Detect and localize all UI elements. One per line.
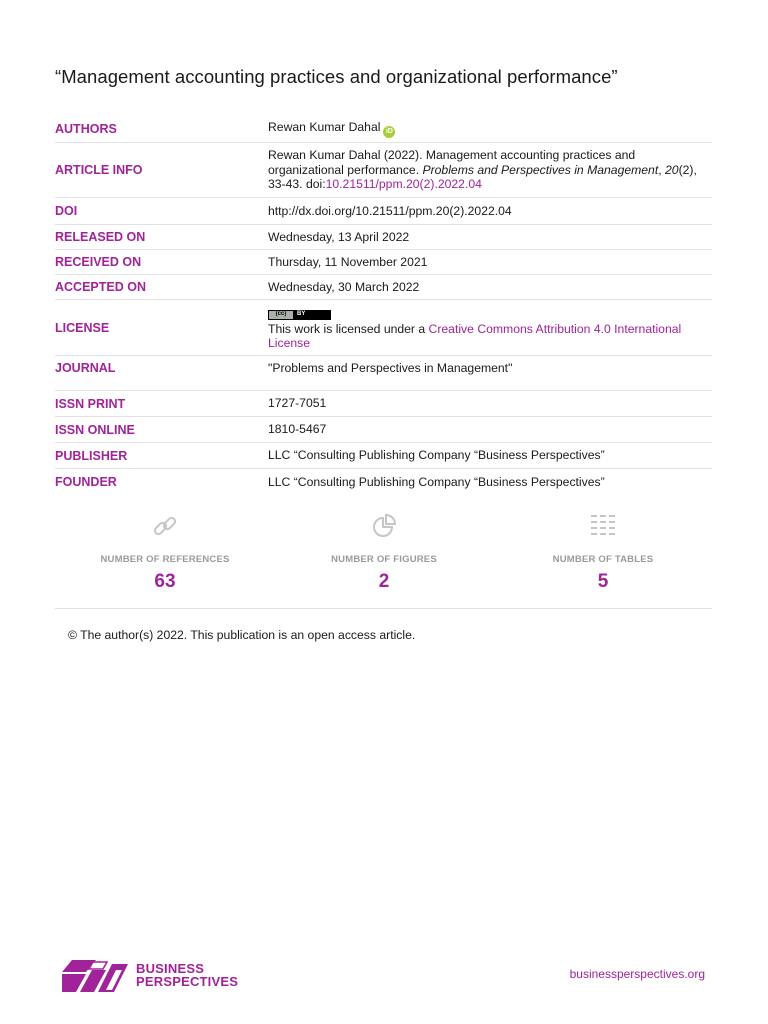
- accepted-date: Wednesday, 30 March 2022: [268, 279, 420, 294]
- received-date: Thursday, 11 November 2021: [268, 254, 428, 269]
- website-link[interactable]: businessperspectives.org: [569, 967, 705, 981]
- row-journal: [55, 356, 712, 391]
- cc-badge-cc: (cc): [269, 311, 293, 319]
- received-label: RECEIVED ON: [55, 255, 142, 269]
- authors-label: AUTHORS: [55, 122, 117, 136]
- issn-print-label: ISSN PRINT: [55, 396, 126, 411]
- publisher-label: PUBLISHER: [55, 448, 128, 463]
- pie-chart-icon: [274, 508, 494, 540]
- figures-count: 2: [378, 571, 390, 592]
- logo-line-perspectives: PERSPECTIVES: [136, 974, 239, 989]
- tables-count: 5: [597, 571, 609, 592]
- stat-figures: NUMBER OF FIGURES 2: [274, 508, 494, 593]
- publisher-value: LLC “Consulting Publishing Company “Business Perspectives”: [268, 448, 605, 463]
- article-info-citation: Rewan Kumar Dahal (2022). Management accounting practices and organizational performance. Problems and Perspectives in Management, 20(2), 33-43. doi:10.21511/ppm.20(2).2022.04: [268, 148, 697, 192]
- row-doi: [55, 198, 712, 225]
- business-perspectives-logo[interactable]: [62, 958, 238, 992]
- orcid-icon[interactable]: iD: [383, 126, 395, 138]
- table-icon: [493, 508, 713, 540]
- doi-label: DOI: [55, 204, 78, 218]
- row-article-info: [55, 143, 712, 198]
- row-publisher: [55, 443, 712, 469]
- doi-link[interactable]: 10.21511/ppm.20(2).2022.04: [325, 177, 482, 192]
- license-text: This work is licensed under a Creative Commons Attribution 4.0 International License: [268, 321, 682, 351]
- cc-by-badge-icon[interactable]: [268, 310, 331, 320]
- row-authors: [55, 116, 712, 143]
- cc-badge-by: BY: [297, 311, 306, 318]
- row-released: [55, 225, 712, 250]
- stat-tables: NUMBER OF TABLES 5: [493, 508, 713, 593]
- references-count: 63: [154, 571, 176, 592]
- license-label: LICENSE: [55, 320, 110, 335]
- row-accepted: [55, 275, 712, 300]
- row-issn-print: [55, 391, 712, 417]
- issn-online-value: 1810-5467: [268, 422, 327, 437]
- chain-link-icon: [55, 508, 275, 540]
- accepted-label: ACCEPTED ON: [55, 280, 146, 294]
- license-link[interactable]: Creative Commons Attribution 4.0 International License: [268, 321, 682, 351]
- doi-url[interactable]: http://dx.doi.org/10.21511/ppm.20(2).2022.04: [268, 203, 512, 218]
- journal-name: "Problems and Perspectives in Management": [268, 361, 513, 375]
- logo-line-business: BUSINESS: [136, 960, 205, 976]
- row-founder: [55, 469, 712, 495]
- row-license: [55, 300, 712, 356]
- author-name: Rewan Kumar Dahal: [268, 120, 381, 134]
- row-received: [55, 250, 712, 275]
- journal-label: JOURNAL: [55, 361, 116, 375]
- copyright-notice: © The author(s) 2022. This publication is an open access article.: [68, 628, 416, 642]
- issn-online-label: ISSN ONLINE: [55, 422, 135, 437]
- article-stats: [55, 508, 712, 609]
- released-label: RELEASED ON: [55, 230, 146, 244]
- stat-references: NUMBER OF REFERENCES 63: [55, 508, 275, 593]
- article-info-table: [55, 116, 712, 495]
- row-issn-online: [55, 417, 712, 443]
- article-title: “Management accounting practices and organizational performance”: [55, 66, 618, 87]
- founder-value: LLC “Consulting Publishing Company “Business Perspectives”: [268, 474, 605, 489]
- founder-label: FOUNDER: [55, 475, 117, 489]
- issn-print-value: 1727-7051: [268, 396, 327, 411]
- released-date: Wednesday, 13 April 2022: [268, 229, 410, 244]
- bp-logo-mark-icon: [62, 958, 132, 992]
- article-info-label: ARTICLE INFO: [55, 163, 143, 177]
